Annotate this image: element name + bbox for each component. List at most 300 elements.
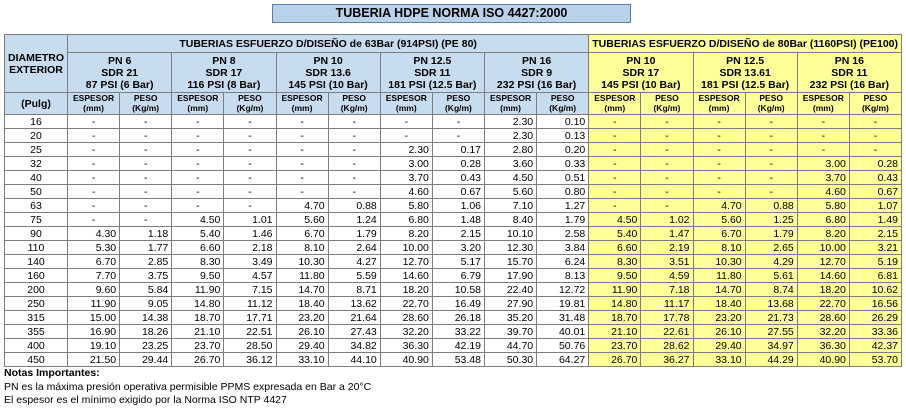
espesor-cell: 33.10 <box>693 353 745 367</box>
pn-header-psi: 181 PSI (12.5 Bar) <box>701 78 790 91</box>
peso-cell: - <box>224 199 276 213</box>
espesor-cell: - <box>693 185 745 199</box>
espesor-cell: - <box>693 143 745 157</box>
espesor-cell: - <box>68 115 120 129</box>
espesor-cell: - <box>68 185 120 199</box>
subheader-row <box>5 93 902 115</box>
pn-header-cell <box>380 53 484 93</box>
peso-cell: 1.46 <box>224 227 276 241</box>
pn-header-psi: 116 PSI (8 Bar) <box>187 78 261 91</box>
peso-subheader-line: PESO <box>238 93 262 103</box>
peso-cell: 22.61 <box>641 325 693 339</box>
espesor-cell: 18.40 <box>693 297 745 311</box>
espesor-cell: - <box>68 199 120 213</box>
peso-cell: - <box>120 185 172 199</box>
diameter-cell: 40 <box>5 171 68 185</box>
espesor-cell: - <box>589 129 641 143</box>
peso-cell: 21.64 <box>328 311 380 325</box>
pn-header-pn: PN 16 <box>522 54 552 67</box>
pn-header-psi: 87 PSI (6 Bar) <box>85 78 154 91</box>
peso-cell: - <box>120 129 172 143</box>
peso-cell: 26.29 <box>849 311 901 325</box>
peso-cell: 0.43 <box>432 171 484 185</box>
notes-section <box>4 367 371 408</box>
diametro-header <box>5 35 68 93</box>
espesor-cell: 5.80 <box>797 199 849 213</box>
espesor-cell: - <box>68 213 120 227</box>
peso-cell: 1.25 <box>745 213 797 227</box>
peso-cell: 34.97 <box>745 339 797 353</box>
diameter-cell: 20 <box>5 129 68 143</box>
espesor-cell: 26.70 <box>172 353 224 367</box>
pn-header-cell <box>693 53 797 93</box>
pn-header-cell <box>172 53 276 93</box>
peso-cell: 2.15 <box>849 227 901 241</box>
peso-cell: - <box>328 129 380 143</box>
peso-cell: 33.22 <box>432 325 484 339</box>
peso-cell: - <box>745 185 797 199</box>
peso-cell: 0.88 <box>745 199 797 213</box>
peso-cell: - <box>849 143 901 157</box>
peso-cell: 34.82 <box>328 339 380 353</box>
diameter-cell: 140 <box>5 255 68 269</box>
pn-header-sdr: SDR 13.6 <box>305 66 351 79</box>
peso-cell: - <box>849 129 901 143</box>
table-row <box>5 339 902 353</box>
pn-header-pn: PN 6 <box>107 54 132 67</box>
peso-cell: - <box>641 199 693 213</box>
espesor-subheader <box>68 93 120 115</box>
peso-cell: 27.55 <box>745 325 797 339</box>
peso-subheader <box>120 93 172 115</box>
pn-header-psi: 232 PSI (16 Bar) <box>809 78 890 91</box>
table-row <box>5 241 902 255</box>
espesor-cell: 18.70 <box>172 311 224 325</box>
table-row <box>5 255 902 269</box>
espesor-cell: 2.30 <box>380 143 432 157</box>
peso-cell: 8.71 <box>328 283 380 297</box>
pn-header-cell <box>68 53 172 93</box>
espesor-cell: 6.70 <box>693 227 745 241</box>
espesor-cell: 3.70 <box>797 171 849 185</box>
table-row <box>5 199 902 213</box>
pn-header-psi: 145 PSI (10 Bar) <box>288 78 368 91</box>
peso-cell: - <box>328 157 380 171</box>
peso-cell: 11.17 <box>641 297 693 311</box>
peso-cell: 1.01 <box>224 213 276 227</box>
espesor-cell: - <box>172 157 224 171</box>
note-line-espesor: El espesor es el mínimo exigido por la Norma ISO NTP 4427 <box>4 394 287 406</box>
diameter-cell: 63 <box>5 199 68 213</box>
peso-cell: 36.12 <box>224 353 276 367</box>
espesor-cell: - <box>276 129 328 143</box>
peso-cell: - <box>745 115 797 129</box>
peso-cell: 1.18 <box>120 227 172 241</box>
pn-header-sdr: SDR 21 <box>101 66 138 79</box>
peso-cell: 3.49 <box>224 255 276 269</box>
espesor-subheader-line: (mm) <box>83 102 104 113</box>
espesor-cell: 7.10 <box>485 199 537 213</box>
hdpe-pipe-table <box>4 34 902 367</box>
espesor-cell: 18.20 <box>797 283 849 297</box>
peso-subheader-line: (Kg/m) <box>340 102 368 113</box>
peso-cell: 1.24 <box>328 213 380 227</box>
peso-cell: - <box>432 129 484 143</box>
espesor-cell: - <box>172 171 224 185</box>
espesor-cell: - <box>797 115 849 129</box>
hdpe-pipe-table-container <box>4 34 902 367</box>
pn-header-psi: 181 PSI (12.5 Bar) <box>388 78 477 91</box>
diameter-cell: 400 <box>5 339 68 353</box>
espesor-cell: 50.30 <box>485 353 537 367</box>
espesor-cell: 28.60 <box>380 311 432 325</box>
diameter-cell: 450 <box>5 353 68 367</box>
peso-subheader <box>641 93 693 115</box>
espesor-cell: 5.40 <box>589 227 641 241</box>
pn-header-pn: PN 8 <box>212 54 236 67</box>
espesor-cell: 9.50 <box>172 269 224 283</box>
pn-header-cell <box>589 53 693 93</box>
peso-subheader-line: (Kg/m) <box>549 102 577 113</box>
espesor-cell: 14.80 <box>589 297 641 311</box>
espesor-cell: - <box>589 185 641 199</box>
peso-cell: 3.21 <box>849 241 901 255</box>
peso-cell: 17.78 <box>641 311 693 325</box>
pn-header-sdr: SDR 11 <box>831 66 868 79</box>
espesor-cell: 3.60 <box>485 157 537 171</box>
pulg-header: (Pulg) <box>5 93 68 115</box>
espesor-cell: 6.60 <box>589 241 641 255</box>
peso-subheader-line: (Kg/m) <box>444 102 472 113</box>
espesor-cell: - <box>693 171 745 185</box>
peso-cell: 28.50 <box>224 339 276 353</box>
peso-cell: 10.62 <box>849 283 901 297</box>
peso-cell: 7.18 <box>641 283 693 297</box>
espesor-cell: - <box>172 199 224 213</box>
peso-cell: 44.10 <box>328 353 380 367</box>
espesor-subheader <box>589 93 641 115</box>
espesor-cell: - <box>276 157 328 171</box>
espesor-cell: 7.70 <box>68 269 120 283</box>
diameter-cell: 16 <box>5 115 68 129</box>
espesor-subheader-line: ESPESOR <box>73 93 115 103</box>
peso-subheader-line: PESO <box>342 93 366 103</box>
peso-cell: 18.26 <box>120 325 172 339</box>
peso-cell: 1.02 <box>641 213 693 227</box>
espesor-subheader <box>276 93 328 115</box>
pn-header-cell <box>797 53 901 93</box>
group-header-80bar: TUBERIAS ESFUERZO D/DISEÑO de 80Bar (1160PSI) (PE100) <box>589 35 902 53</box>
peso-cell: - <box>224 171 276 185</box>
peso-cell: - <box>641 171 693 185</box>
table-row <box>5 325 902 339</box>
peso-cell: 4.27 <box>328 255 380 269</box>
peso-cell: 42.37 <box>849 339 901 353</box>
pn-header-pn: PN 12.5 <box>726 54 765 67</box>
espesor-cell: 12.70 <box>797 255 849 269</box>
peso-cell: 1.48 <box>432 213 484 227</box>
espesor-cell: 5.60 <box>693 213 745 227</box>
peso-cell: 50.76 <box>537 339 589 353</box>
peso-cell: 16.56 <box>849 297 901 311</box>
espesor-cell: 4.60 <box>797 185 849 199</box>
espesor-cell: 11.90 <box>68 297 120 311</box>
group-header-row <box>5 35 902 53</box>
espesor-cell: 6.60 <box>172 241 224 255</box>
espesor-cell: 10.30 <box>276 255 328 269</box>
peso-cell: - <box>120 143 172 157</box>
espesor-cell: 14.70 <box>276 283 328 297</box>
peso-cell: 5.84 <box>120 283 172 297</box>
espesor-subheader <box>380 93 432 115</box>
espesor-cell: 4.50 <box>589 213 641 227</box>
peso-cell: 4.57 <box>224 269 276 283</box>
pn-header-psi: 232 PSI (16 Bar) <box>496 78 577 91</box>
pn-header-sdr: SDR 17 <box>622 66 660 79</box>
espesor-cell: - <box>276 185 328 199</box>
espesor-subheader-line: (mm) <box>291 102 313 113</box>
espesor-cell: 2.30 <box>485 129 537 143</box>
peso-subheader <box>224 93 276 115</box>
espesor-cell: 44.70 <box>485 339 537 353</box>
table-row <box>5 311 902 325</box>
peso-cell: 19.81 <box>537 297 589 311</box>
espesor-cell: - <box>797 129 849 143</box>
page-title: TUBERIA HDPE NORMA ISO 4427:2000 <box>272 4 631 23</box>
peso-cell: 31.48 <box>537 311 589 325</box>
peso-cell: - <box>745 129 797 143</box>
peso-cell: 0.28 <box>849 157 901 171</box>
diameter-cell: 50 <box>5 185 68 199</box>
peso-cell: - <box>849 115 901 129</box>
peso-cell: - <box>641 143 693 157</box>
peso-cell: 0.67 <box>432 185 484 199</box>
peso-cell: - <box>224 185 276 199</box>
pn-header-pn: PN 12.5 <box>413 54 452 67</box>
espesor-cell: 3.00 <box>797 157 849 171</box>
peso-subheader <box>849 93 901 115</box>
peso-subheader-line: PESO <box>550 93 575 103</box>
group-header-63bar: TUBERIAS ESFUERZO D/DISEÑO de 63Bar (914PSI) (PE 80) <box>68 35 589 53</box>
peso-subheader-line: PESO <box>446 93 471 103</box>
espesor-cell: - <box>380 129 432 143</box>
peso-cell: 0.13 <box>537 129 589 143</box>
peso-subheader-line: (Kg/m) <box>132 102 160 113</box>
diameter-cell: 32 <box>5 157 68 171</box>
peso-cell: - <box>328 143 380 157</box>
espesor-cell: - <box>68 143 120 157</box>
espesor-cell: 10.00 <box>380 241 432 255</box>
peso-cell: 0.51 <box>537 171 589 185</box>
peso-subheader <box>432 93 484 115</box>
table-row <box>5 283 902 297</box>
espesor-cell: 8.20 <box>380 227 432 241</box>
espesor-cell: - <box>693 129 745 143</box>
espesor-cell: 18.20 <box>380 283 432 297</box>
peso-cell: 2.18 <box>224 241 276 255</box>
peso-cell: - <box>120 157 172 171</box>
espesor-cell: - <box>68 129 120 143</box>
peso-subheader-line: (Kg/m) <box>236 102 264 113</box>
espesor-cell: 14.70 <box>693 283 745 297</box>
peso-cell: - <box>224 143 276 157</box>
table-row <box>5 185 902 199</box>
peso-cell: 0.88 <box>328 199 380 213</box>
espesor-cell: - <box>276 171 328 185</box>
peso-cell: - <box>641 115 693 129</box>
pn-header-sdr: SDR 13.61 <box>719 66 771 79</box>
peso-subheader <box>328 93 380 115</box>
peso-cell: 13.62 <box>328 297 380 311</box>
peso-cell: 0.17 <box>432 143 484 157</box>
peso-cell: - <box>745 171 797 185</box>
peso-cell: 13.68 <box>745 297 797 311</box>
peso-cell: 1.47 <box>641 227 693 241</box>
peso-cell: 8.74 <box>745 283 797 297</box>
pn-header-pn: PN 10 <box>313 54 343 67</box>
pn-header-sdr: SDR 9 <box>521 66 553 79</box>
espesor-cell: 4.70 <box>276 199 328 213</box>
espesor-cell: 39.70 <box>485 325 537 339</box>
peso-cell: - <box>224 157 276 171</box>
peso-cell: 0.67 <box>849 185 901 199</box>
espesor-cell: 4.30 <box>68 227 120 241</box>
peso-cell: 53.48 <box>432 353 484 367</box>
espesor-cell: 22.70 <box>380 297 432 311</box>
espesor-cell: 36.30 <box>380 339 432 353</box>
peso-cell: 3.51 <box>641 255 693 269</box>
peso-cell: 3.75 <box>120 269 172 283</box>
espesor-subheader-line: ESPESOR <box>698 93 740 103</box>
espesor-cell: 21.10 <box>589 325 641 339</box>
espesor-cell: 22.70 <box>797 297 849 311</box>
espesor-cell: 6.80 <box>380 213 432 227</box>
espesor-subheader-line: (mm) <box>604 102 626 113</box>
peso-cell: 11.12 <box>224 297 276 311</box>
pn-header-pn: PN 16 <box>834 54 864 67</box>
espesor-cell: 10.30 <box>693 255 745 269</box>
table-row <box>5 129 902 143</box>
espesor-cell: 8.30 <box>589 255 641 269</box>
espesor-cell: 9.60 <box>68 283 120 297</box>
espesor-subheader-line: (mm) <box>812 102 834 113</box>
espesor-cell: 5.60 <box>485 185 537 199</box>
espesor-subheader-line: (mm) <box>500 102 521 113</box>
espesor-cell: 15.00 <box>68 311 120 325</box>
peso-subheader-line: (Kg/m) <box>653 102 681 113</box>
espesor-cell: - <box>797 143 849 157</box>
espesor-cell: 8.10 <box>693 241 745 255</box>
espesor-cell: 2.30 <box>485 115 537 129</box>
peso-cell: 5.59 <box>328 269 380 283</box>
espesor-cell: 23.70 <box>172 339 224 353</box>
peso-cell: 6.79 <box>432 269 484 283</box>
peso-cell: 6.24 <box>537 255 589 269</box>
pn-header-sdr: SDR 17 <box>205 66 243 79</box>
espesor-cell: 21.10 <box>172 325 224 339</box>
espesor-cell: 22.40 <box>485 283 537 297</box>
peso-cell: 2.15 <box>432 227 484 241</box>
espesor-cell: 8.10 <box>276 241 328 255</box>
espesor-cell: - <box>276 115 328 129</box>
peso-cell: 9.05 <box>120 297 172 311</box>
diametro-label-2: EXTERIOR <box>9 63 63 76</box>
peso-subheader-line: PESO <box>133 93 158 103</box>
espesor-cell: 14.60 <box>380 269 432 283</box>
espesor-cell: - <box>380 115 432 129</box>
espesor-cell: 11.80 <box>276 269 328 283</box>
peso-cell: 44.29 <box>745 353 797 367</box>
table-row <box>5 115 902 129</box>
espesor-cell: 11.90 <box>172 283 224 297</box>
peso-cell: 1.07 <box>849 199 901 213</box>
peso-cell: - <box>641 185 693 199</box>
peso-cell: - <box>120 171 172 185</box>
espesor-cell: - <box>172 115 224 129</box>
table-row <box>5 143 902 157</box>
peso-cell: 21.73 <box>745 311 797 325</box>
diameter-cell: 315 <box>5 311 68 325</box>
espesor-cell: - <box>589 157 641 171</box>
espesor-cell: 10.10 <box>485 227 537 241</box>
peso-subheader-line: (Kg/m) <box>757 102 785 113</box>
diameter-cell: 355 <box>5 325 68 339</box>
espesor-subheader <box>797 93 849 115</box>
table-row <box>5 171 902 185</box>
peso-cell: 16.49 <box>432 297 484 311</box>
table-row <box>5 297 902 311</box>
peso-cell: 1.79 <box>537 213 589 227</box>
diametro-label-1: DIAMETRO <box>8 51 64 64</box>
peso-cell: 42.19 <box>432 339 484 353</box>
espesor-cell: - <box>589 115 641 129</box>
peso-subheader <box>537 93 589 115</box>
peso-cell: 53.70 <box>849 353 901 367</box>
espesor-cell: 19.10 <box>68 339 120 353</box>
espesor-subheader <box>172 93 224 115</box>
espesor-cell: 4.50 <box>485 171 537 185</box>
diameter-cell: 160 <box>5 269 68 283</box>
peso-cell: - <box>224 129 276 143</box>
espesor-cell: - <box>172 143 224 157</box>
espesor-cell: 32.20 <box>797 325 849 339</box>
peso-subheader-line: PESO <box>655 93 679 103</box>
peso-cell: 3.84 <box>537 241 589 255</box>
espesor-subheader-line: (mm) <box>708 102 730 113</box>
peso-cell: 14.38 <box>120 311 172 325</box>
peso-cell: - <box>224 115 276 129</box>
peso-subheader-line: PESO <box>863 93 888 103</box>
espesor-cell: - <box>68 157 120 171</box>
peso-cell: 7.15 <box>224 283 276 297</box>
peso-cell: 0.33 <box>537 157 589 171</box>
espesor-cell: - <box>589 143 641 157</box>
peso-cell: 10.58 <box>432 283 484 297</box>
espesor-subheader-line: ESPESOR <box>802 93 844 103</box>
diameter-cell: 250 <box>5 297 68 311</box>
espesor-cell: 32.20 <box>380 325 432 339</box>
peso-cell: 0.80 <box>537 185 589 199</box>
espesor-cell: 10.00 <box>797 241 849 255</box>
espesor-cell: 40.90 <box>380 353 432 367</box>
espesor-subheader <box>485 93 537 115</box>
peso-cell: 1.77 <box>120 241 172 255</box>
peso-cell: 26.18 <box>432 311 484 325</box>
espesor-cell: 4.60 <box>380 185 432 199</box>
espesor-cell: 29.40 <box>693 339 745 353</box>
peso-cell: - <box>745 143 797 157</box>
peso-cell: 4.59 <box>641 269 693 283</box>
